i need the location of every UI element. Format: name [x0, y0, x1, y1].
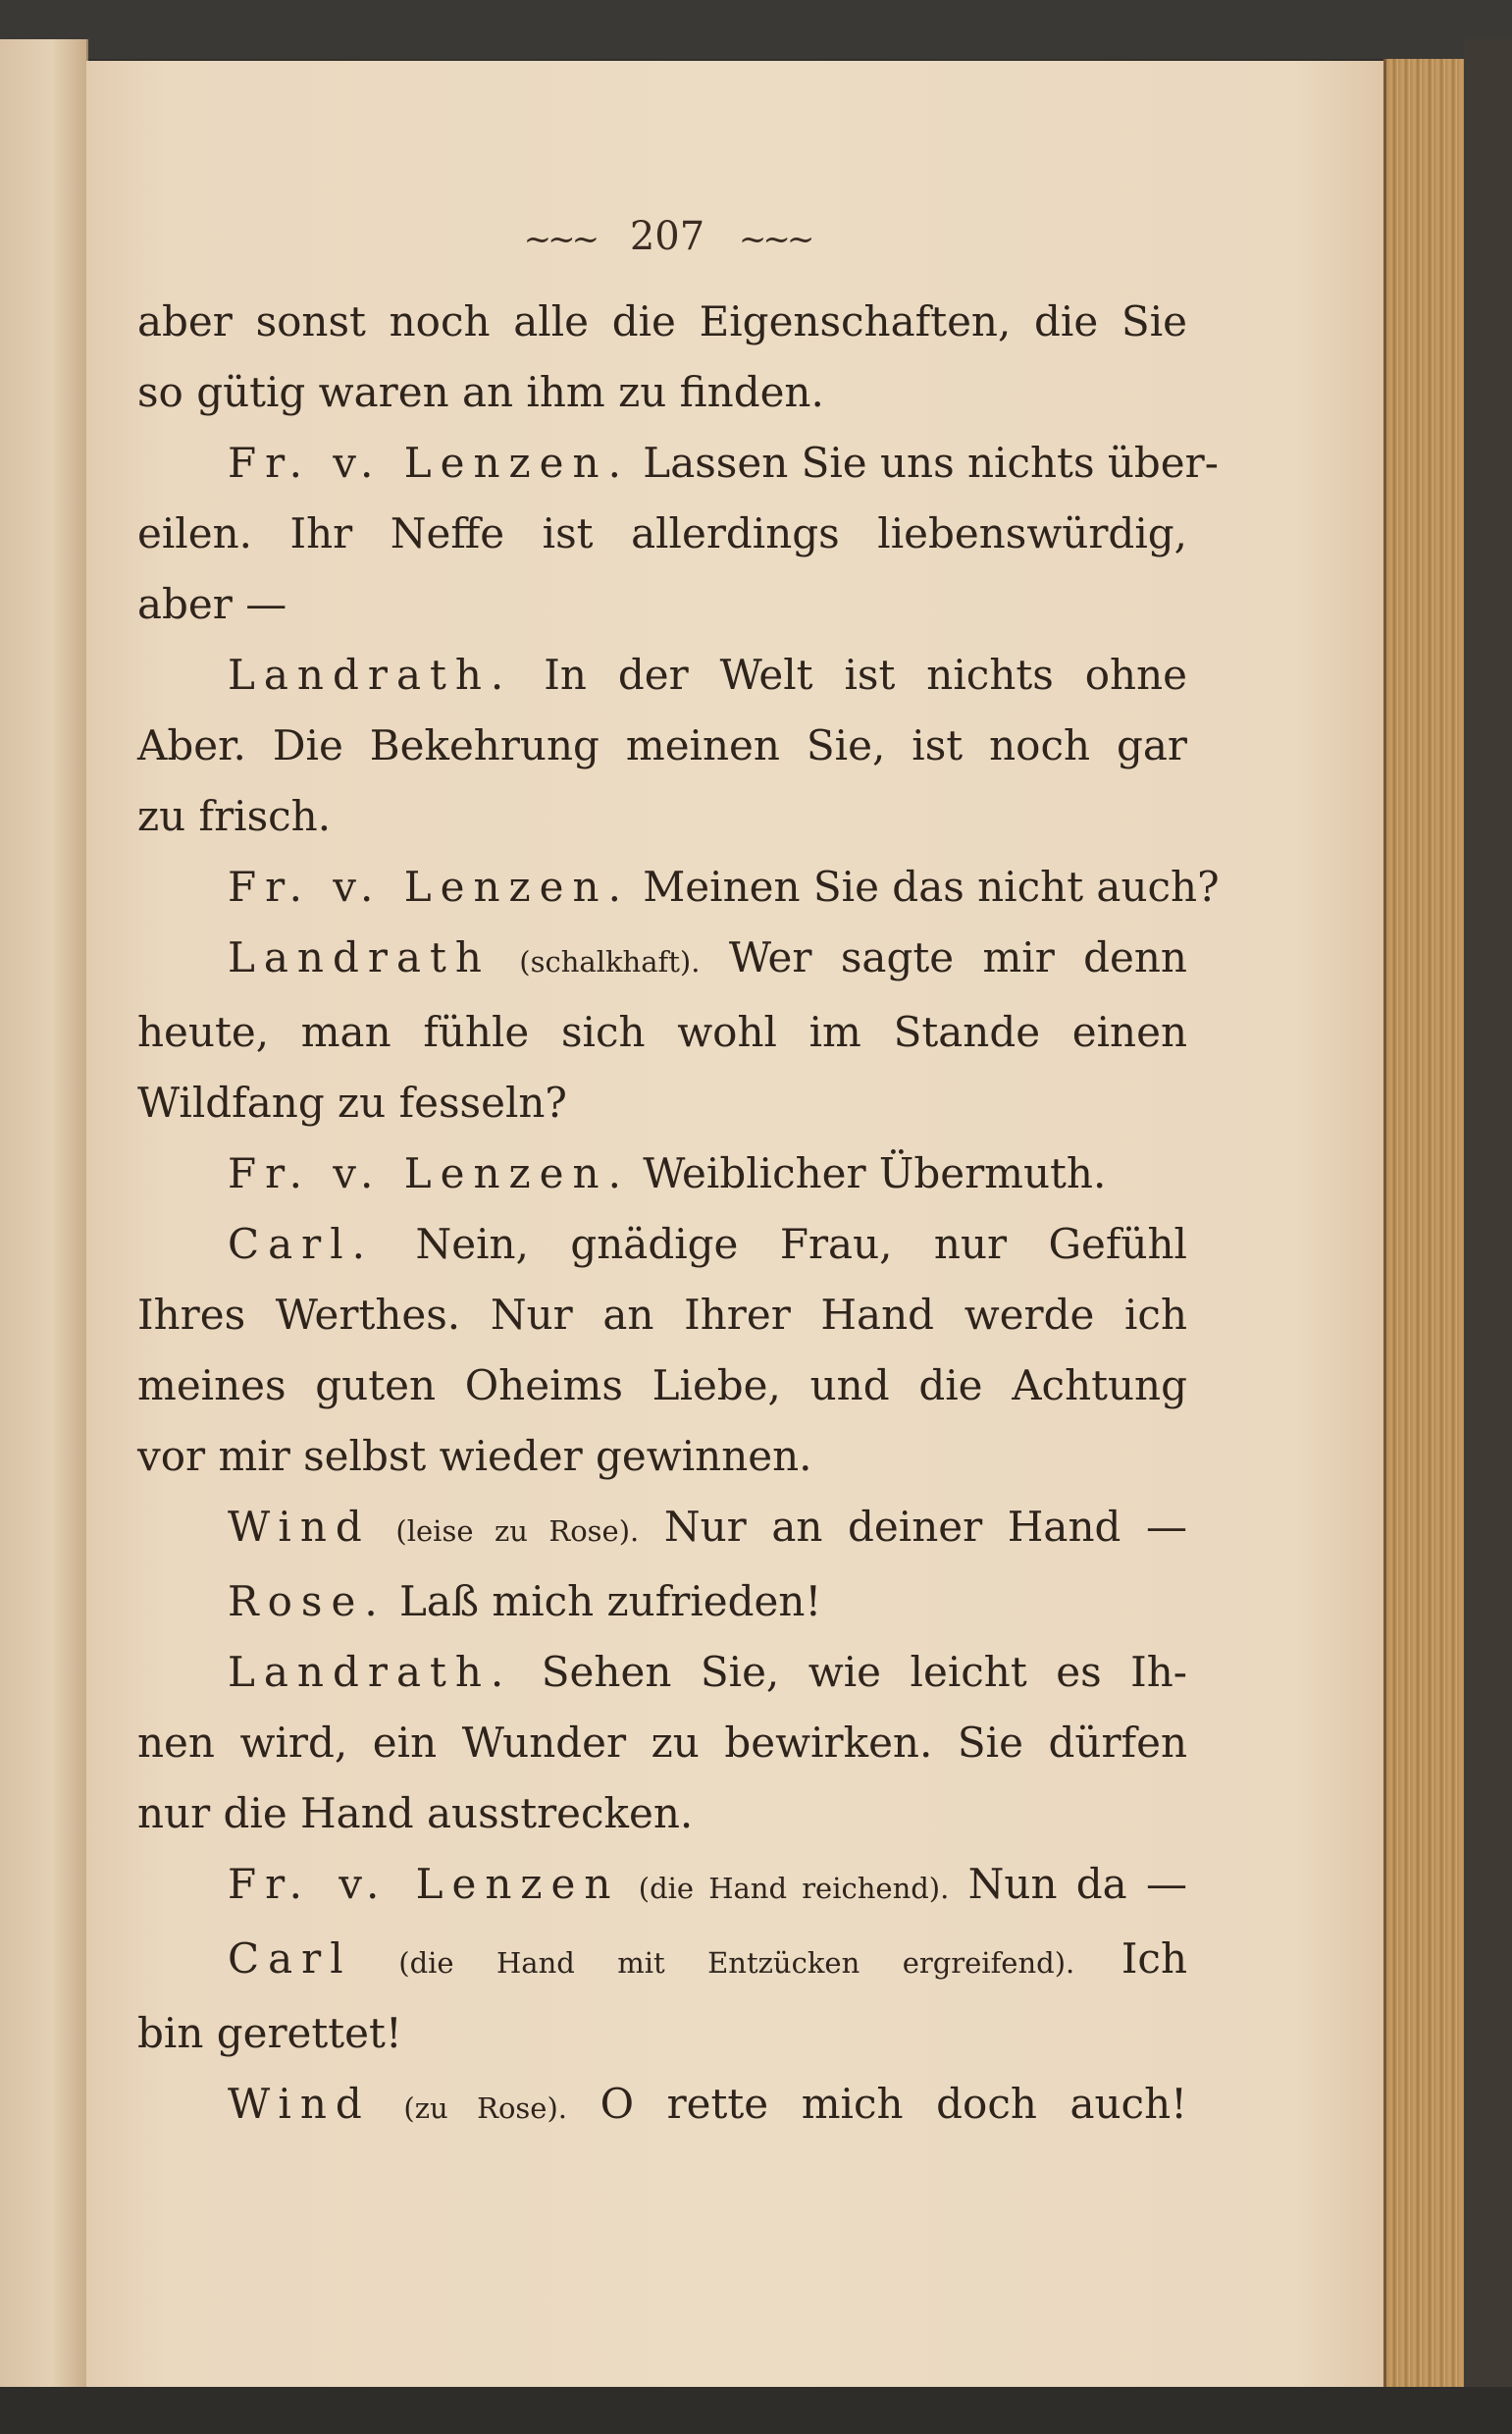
stage-direction: (die Hand mit Entzücken ergreifend). — [398, 1946, 1075, 1980]
line-text: Meinen Sie das nicht auch? — [643, 863, 1220, 911]
speaker-name: Fr. v. Lenzen. — [228, 863, 630, 911]
stage-direction: (leise zu Rose). — [395, 1514, 640, 1548]
line-text: aber sonst noch alle die Eigenschaften, die Sie — [137, 297, 1187, 345]
speaker-name: Wind — [228, 2080, 371, 2128]
line-text: Lassen Sie uns nichts über- — [643, 439, 1219, 487]
text-line — [137, 1566, 1187, 1637]
book-cover-edge — [1464, 39, 1512, 2414]
line-text: zu frisch. — [137, 792, 332, 840]
line-text: Aber. Die Bekehrung meinen Sie, ist noch gar — [137, 721, 1187, 769]
text-line — [137, 1350, 1187, 1421]
text-line — [137, 499, 1187, 569]
line-text: heute, man fühle sich wohl im Stande einen — [137, 1008, 1187, 1056]
line-text: so gütig waren an ihm zu finden. — [137, 368, 824, 416]
line-text: Nein, gnädige Frau, nur Gefühl — [415, 1220, 1187, 1268]
text-line — [137, 1778, 1187, 1849]
line-text: Wer sagte mir denn — [728, 933, 1187, 981]
facing-page-edge — [0, 39, 88, 2390]
line-text: Wildfang zu fesseln? — [137, 1079, 567, 1127]
speaker-name: Landrath. — [228, 651, 513, 699]
text-line — [137, 640, 1187, 711]
line-text: Weiblicher Übermuth. — [643, 1149, 1107, 1197]
speaker-name: Carl. — [228, 1220, 375, 1268]
scanner-background-top — [0, 0, 1512, 59]
text-line — [137, 428, 1219, 499]
text-line — [137, 1849, 1187, 1924]
text-line — [137, 1138, 1187, 1209]
line-text: In der Welt ist nichts ohne — [544, 651, 1187, 699]
text-line — [137, 1209, 1187, 1280]
speaker-name: Rose. — [228, 1577, 387, 1625]
line-text: Nur an deiner Hand — — [663, 1503, 1187, 1551]
line-text: Ich — [1121, 1934, 1187, 1983]
text-line — [137, 1708, 1187, 1778]
text-line — [137, 287, 1187, 357]
stage-direction: (die Hand reichend). — [638, 1872, 950, 1905]
text-line — [137, 1421, 1187, 1492]
line-text: vor mir selbst wieder gewinnen. — [137, 1432, 812, 1480]
text-line — [137, 357, 1187, 428]
text-line — [137, 852, 1220, 923]
text-line — [137, 997, 1187, 1068]
text-line — [137, 2069, 1187, 2143]
stage-direction: (zu Rose). — [403, 2091, 567, 2125]
text-line — [137, 1280, 1187, 1350]
speaker-name: Landrath. — [228, 1648, 513, 1696]
text-line — [137, 1924, 1187, 1998]
page-text — [137, 287, 1220, 2143]
text-line — [137, 1492, 1187, 1566]
text-line — [137, 1068, 1187, 1138]
text-line — [137, 1998, 1187, 2069]
line-text: Sehen Sie, wie leicht es Ih- — [541, 1648, 1187, 1696]
text-line — [137, 923, 1187, 997]
stage-direction: (schalkhaft). — [519, 945, 701, 979]
line-text: Ihres Werthes. Nur an Ihrer Hand werde ich — [137, 1291, 1187, 1339]
header-ornament-left: ~~~ — [523, 220, 597, 259]
header-ornament-right: ~~~ — [738, 220, 811, 259]
speaker-name: Fr. v. Lenzen. — [228, 439, 630, 487]
line-text: nen wird, ein Wunder zu bewirken. Sie dürfen — [137, 1719, 1187, 1767]
scanner-background-bottom — [0, 2387, 1512, 2434]
line-text: nur die Hand ausstrecken. — [137, 1789, 694, 1837]
text-line — [137, 711, 1187, 781]
text-line — [137, 781, 1187, 852]
page-number: 207 — [629, 214, 705, 259]
line-text: meines guten Oheims Liebe, und die Achtung — [137, 1361, 1187, 1409]
speaker-name: Wind — [228, 1503, 371, 1551]
line-text: bin gerettet! — [137, 2009, 402, 2057]
line-text: Laß mich zufrieden! — [399, 1577, 822, 1625]
speaker-name: Fr. v. Lenzen. — [228, 1149, 630, 1197]
speaker-name: Landrath — [228, 933, 491, 981]
line-text: aber — — [137, 580, 287, 628]
text-line — [137, 569, 1187, 640]
speaker-name: Fr. v. Lenzen — [228, 1860, 620, 1908]
line-text: Nun da — — [967, 1860, 1187, 1908]
text-line — [137, 1637, 1187, 1708]
page-header — [471, 214, 863, 273]
page-stack-edge — [1383, 59, 1467, 2395]
line-text: eilen. Ihr Neffe ist allerdings liebenswürdig, — [137, 509, 1187, 557]
speaker-name: Carl — [228, 1934, 352, 1983]
line-text: O rette mich doch auch! — [600, 2080, 1188, 2128]
